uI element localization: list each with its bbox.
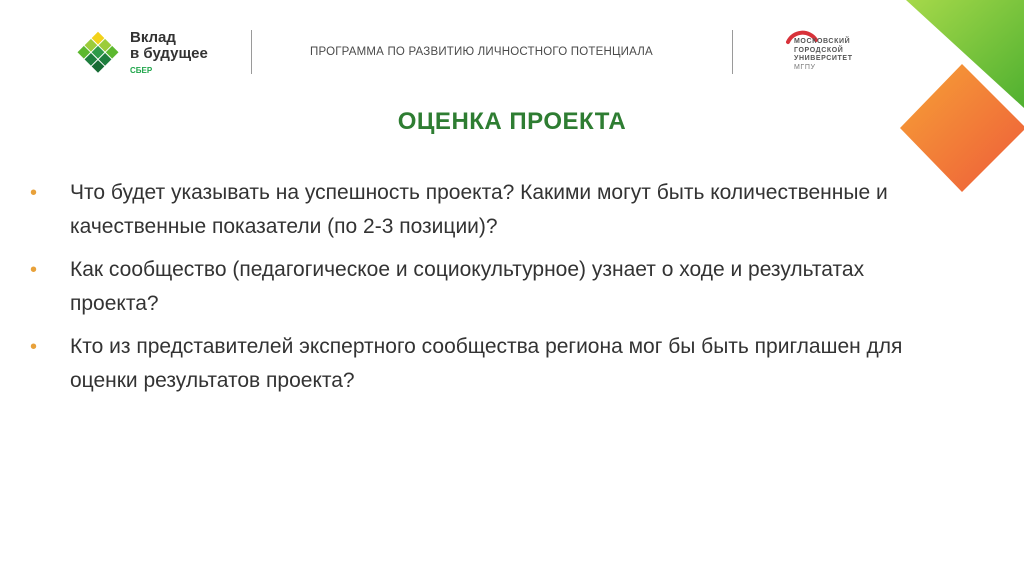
decorative-shapes <box>880 0 1024 200</box>
mgpu-logo <box>782 28 882 84</box>
bullet-dot-icon: • <box>30 336 38 358</box>
mgpu-name <box>794 38 853 72</box>
sber-label: СБЕР <box>130 66 153 75</box>
header-divider-right <box>732 30 733 74</box>
mgpu-line-3: УНИВЕРСИТЕТ <box>794 55 853 62</box>
program-title: ПРОГРАММА ПО РАЗВИТИЮ ЛИЧНОСТНОГО ПОТЕНЦИАЛА <box>310 46 653 58</box>
bullet-text: Что будет указывать на успешность проекта? Какими могут быть количественные и качественные показатели (по 2-3 позиции)? <box>70 181 888 238</box>
vklad-logo-icon <box>72 30 124 76</box>
bullet-list <box>28 176 928 407</box>
brand-line-2: в будущее <box>130 45 208 62</box>
bullet-item <box>28 330 928 398</box>
bullet-item <box>28 176 928 244</box>
bullet-text: Как сообщество (педагогическое и социокультурное) узнает о ходе и результатах проекта? <box>70 258 865 315</box>
brand-name <box>130 30 208 62</box>
mgpu-line-1: МОСКОВСКИЙ <box>794 38 851 45</box>
bullet-dot-icon: • <box>30 259 38 281</box>
slide-title: ОЦЕНКА ПРОЕКТА <box>397 108 627 135</box>
vklad-logo <box>72 28 212 78</box>
header-divider-left <box>251 30 252 74</box>
bullet-dot-icon: • <box>30 182 38 204</box>
header <box>0 0 1024 100</box>
mgpu-line-2: ГОРОДСКОЙ <box>794 46 844 54</box>
brand-line-1: Вклад <box>130 29 176 46</box>
mgpu-abbr: МГПУ <box>794 63 816 71</box>
bullet-item <box>28 253 928 321</box>
bullet-text: Кто из представителей экспертного сообщества региона мог бы быть приглашен для оценки результатов проекта? <box>70 335 903 392</box>
